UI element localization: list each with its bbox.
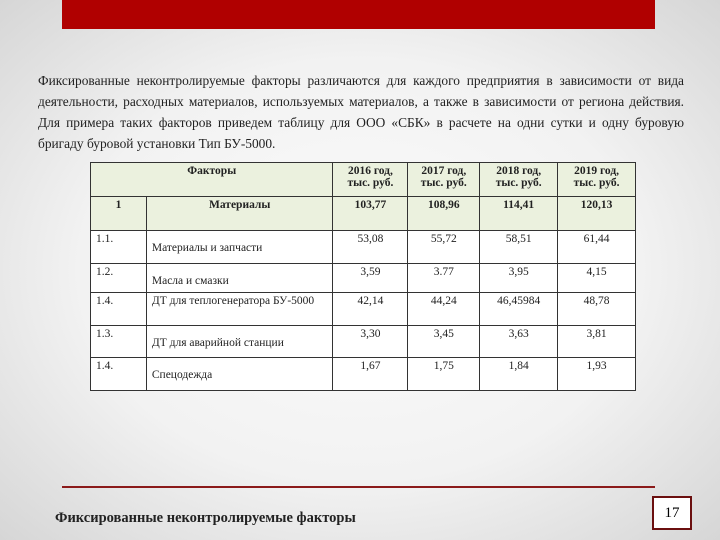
table-row xyxy=(91,326,636,358)
row-number: 1.3. xyxy=(91,326,147,358)
table-header-row xyxy=(91,163,636,197)
row-number: 1 xyxy=(91,197,147,231)
value-2016: 3,30 xyxy=(333,326,408,358)
footer-divider xyxy=(62,486,655,488)
value-2017: 3.77 xyxy=(408,264,480,293)
row-number: 1.1. xyxy=(91,231,147,264)
value-2019: 3,81 xyxy=(558,326,636,358)
value-2019: 120,13 xyxy=(558,197,636,231)
header-2018: 2018 год, тыс. руб. xyxy=(480,163,558,197)
row-name-text: ДТ для аварийной станции xyxy=(151,337,284,349)
row-name-text: Материалы и запчасти xyxy=(151,242,263,254)
value-2018: 46,45984 xyxy=(480,293,558,326)
header-2016: 2016 год, тыс. руб. xyxy=(333,163,408,197)
value-2016: 42,14 xyxy=(333,293,408,326)
header-2019: 2019 год, тыс. руб. xyxy=(558,163,636,197)
value-2018: 3,63 xyxy=(480,326,558,358)
value-2017: 1,75 xyxy=(408,358,480,391)
value-2018: 1,84 xyxy=(480,358,558,391)
table-row xyxy=(91,358,636,391)
row-name xyxy=(146,326,333,358)
row-name-text: Спецодежда xyxy=(151,369,213,381)
value-2017: 44,24 xyxy=(408,293,480,326)
value-2019: 4,15 xyxy=(558,264,636,293)
value-2018: 58,51 xyxy=(480,231,558,264)
row-number: 1.4. xyxy=(91,293,147,326)
value-2016: 3,59 xyxy=(333,264,408,293)
table-row xyxy=(91,264,636,293)
row-name: Материалы xyxy=(146,197,333,231)
footer-title: Фиксированные неконтролируемые факторы xyxy=(55,510,356,526)
value-2018: 3,95 xyxy=(480,264,558,293)
value-2017: 108,96 xyxy=(408,197,480,231)
row-name xyxy=(146,358,333,391)
value-2019: 1,93 xyxy=(558,358,636,391)
value-2017: 55,72 xyxy=(408,231,480,264)
row-name xyxy=(146,264,333,293)
value-2016: 1,67 xyxy=(333,358,408,391)
value-2017: 3,45 xyxy=(408,326,480,358)
intro-paragraph: Фиксированные неконтролируемые факторы различаются для каждого предприятия в зависимости от вида деятельности, расходных материалов, используемых материалов, а также в зависимости от региона действия. Для примера таких факторов приведем таблицу для ООО «СБК» в расчете на одни сутки и одну буровую бригаду буровой установки Тип БУ-5000. xyxy=(38,73,684,151)
value-2016: 103,77 xyxy=(333,197,408,231)
row-name xyxy=(146,231,333,264)
page-number: 17 xyxy=(652,496,692,530)
value-2019: 48,78 xyxy=(558,293,636,326)
row-name xyxy=(146,293,333,326)
header-2017: 2017 год, тыс. руб. xyxy=(408,163,480,197)
row-name-text: Масла и смазки xyxy=(151,275,229,287)
value-2018: 114,41 xyxy=(480,197,558,231)
top-accent-bar xyxy=(62,0,655,29)
value-2019: 61,44 xyxy=(558,231,636,264)
header-factors: Факторы xyxy=(91,163,333,197)
row-name-text: ДТ для теплогенератора БУ-5000 xyxy=(151,295,315,307)
row-number: 1.4. xyxy=(91,358,147,391)
table-row xyxy=(91,231,636,264)
table-row xyxy=(91,197,636,231)
table-row xyxy=(91,293,636,326)
factors-table xyxy=(90,162,636,391)
row-number: 1.2. xyxy=(91,264,147,293)
value-2016: 53,08 xyxy=(333,231,408,264)
